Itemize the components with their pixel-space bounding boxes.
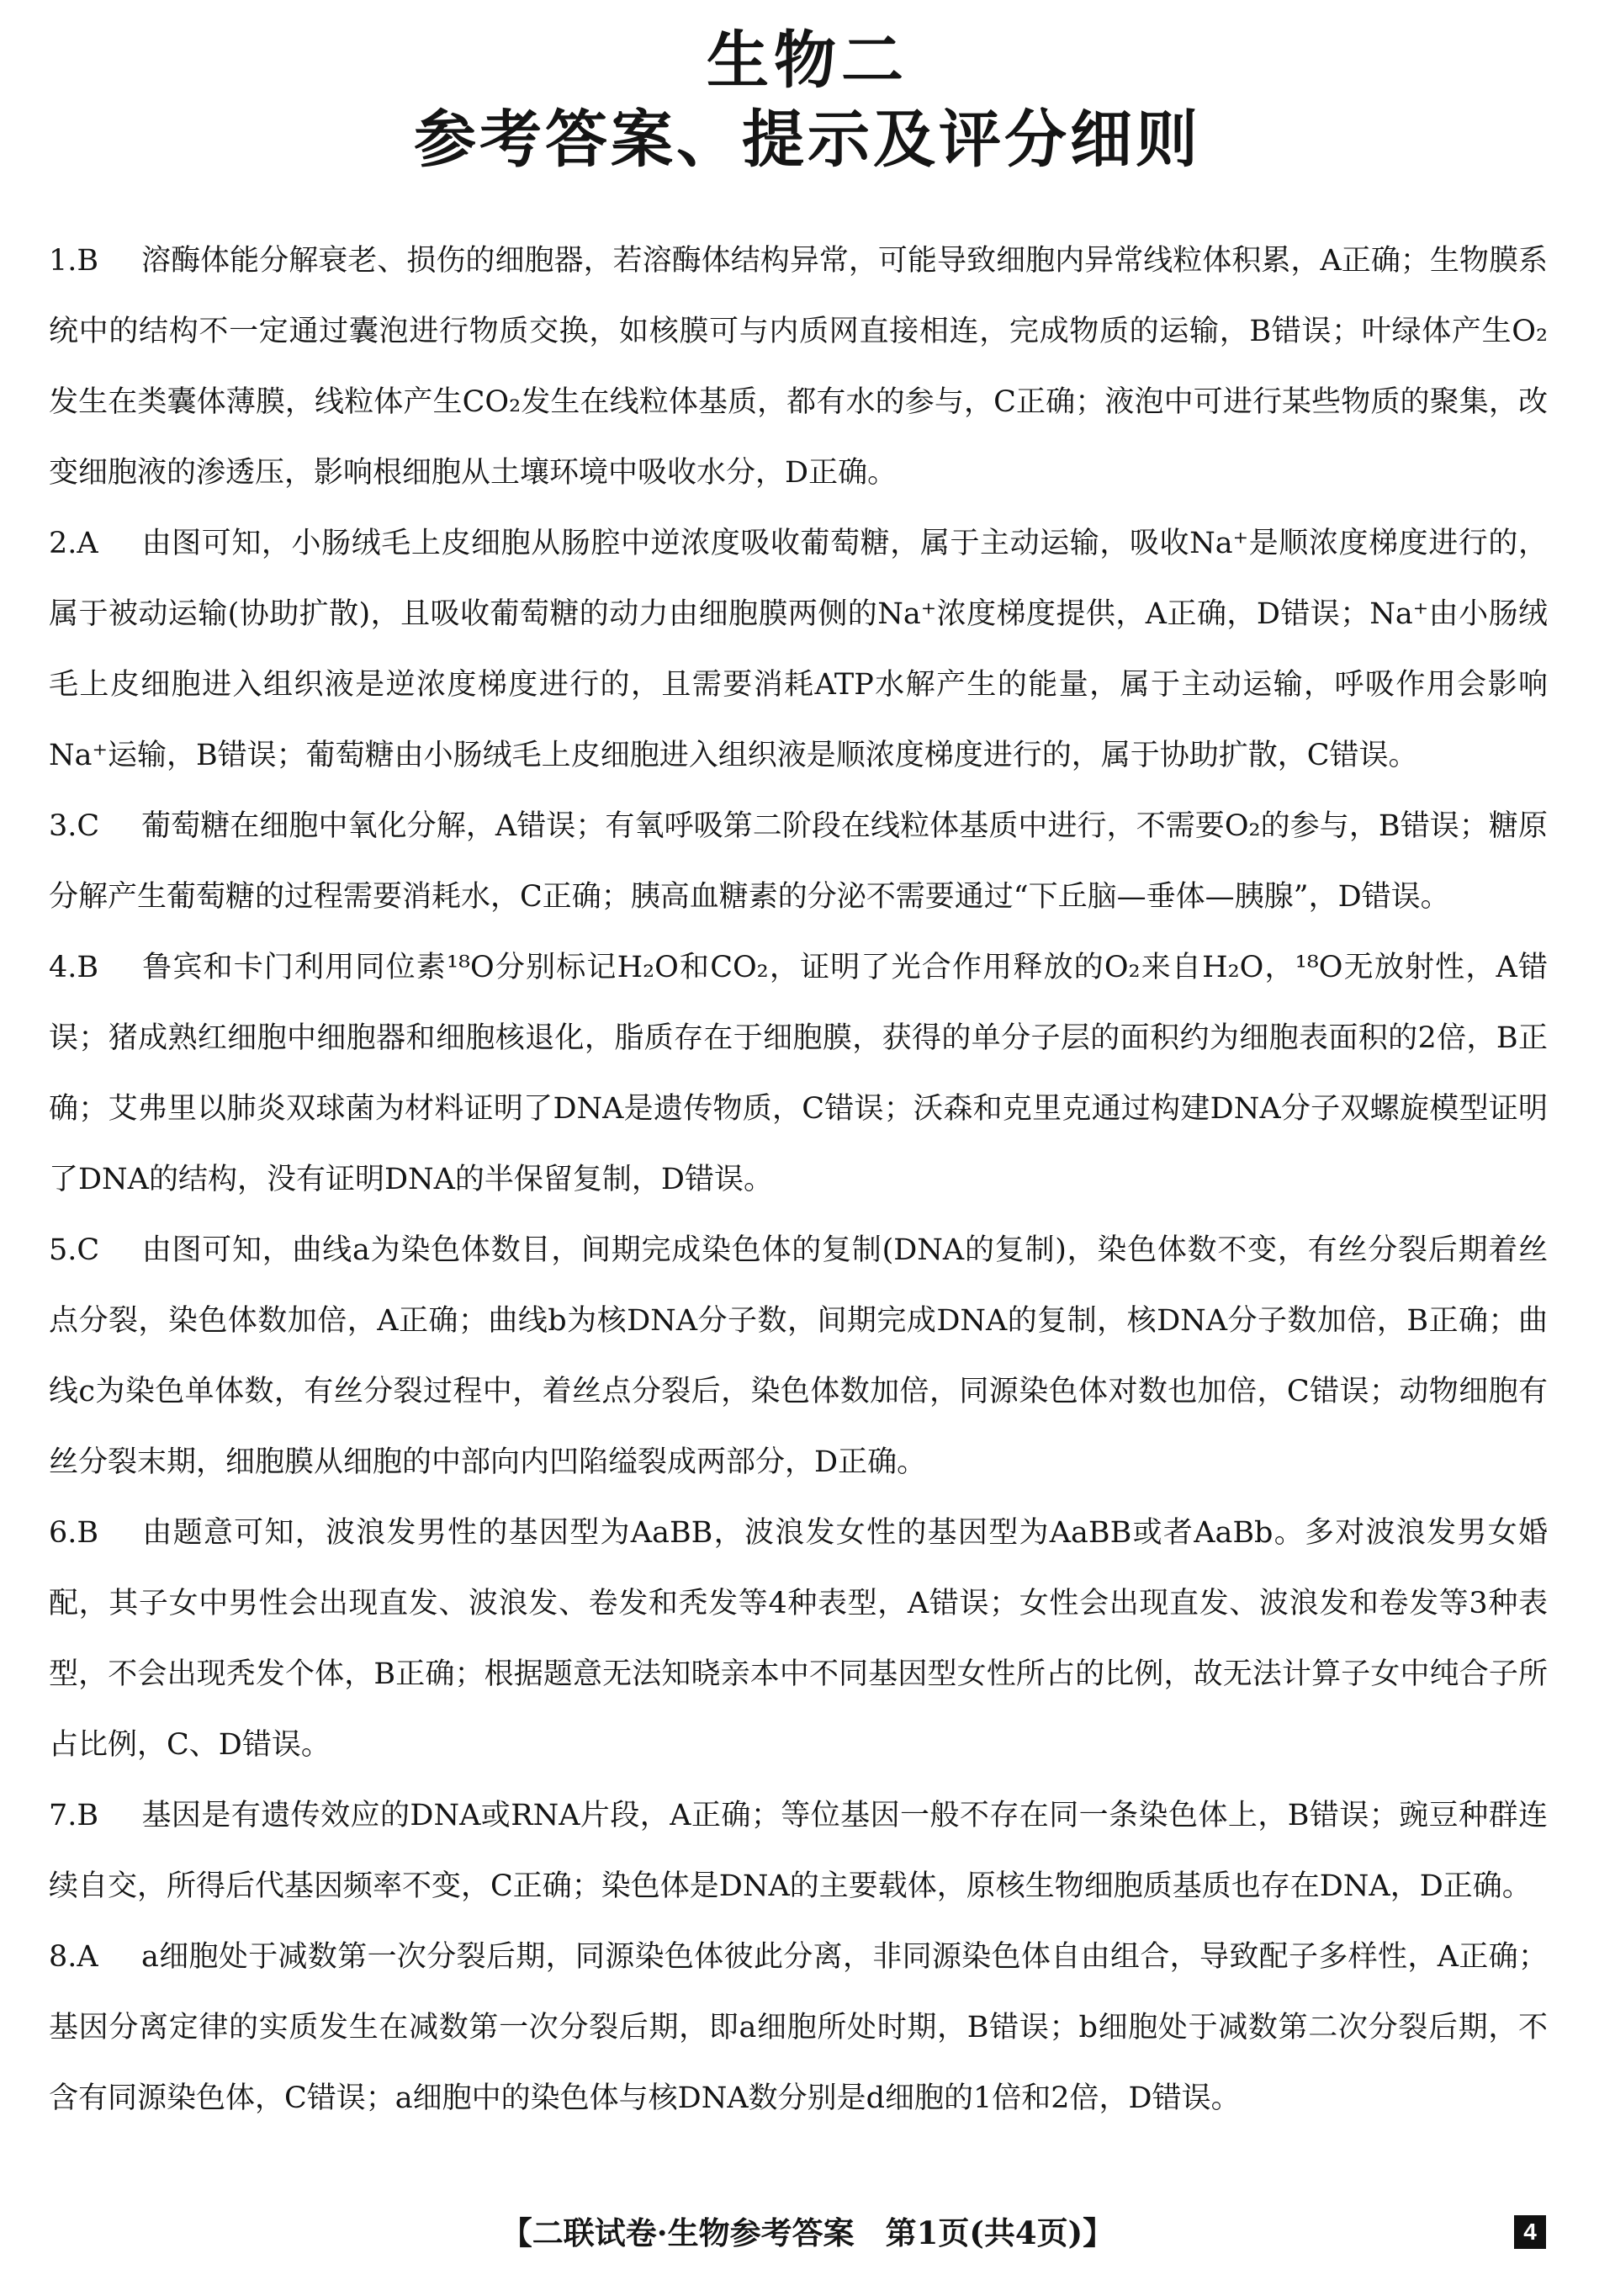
answer-text: 由题意可知，波浪发男性的基因型为AaBB，波浪发女性的基因型为AaBB或者AaBb。多对波浪发男女婚配，其子女中男性会出现直发、波浪发、卷发和秃发等4种表型，A错误；女性会出现直发、波浪发和卷发等3种表型，不会出现秃发个体，B正确；根据题意无法知晓亲本中不同基因型女性所占的比例，故无法计算子女中纯合子所占比例，C、D错误。 (49, 1516, 1548, 1762)
answer-list (49, 225, 1548, 2134)
answer-text: 葡萄糖在细胞中氧化分解，A错误；有氧呼吸第二阶段在线粒体基质中进行，不需要O₂的参与，B错误；糖原分解产生葡萄糖的过程需要消耗水，C正确；胰高血糖素的分泌不需要通过“下丘脑—垂体—胰腺”，D错误。 (49, 809, 1548, 914)
answer-number: 3.C (49, 809, 100, 843)
answer-text: 基因是有遗传效应的DNA或RNA片段，A正确；等位基因一般不存在同一条染色体上，B错误；豌豆种群连续自交，所得后代基因频率不变，C正确；染色体是DNA的主要载体，原核生物细胞质基质也存在DNA，D正确。 (49, 1799, 1548, 1903)
answer-number: 5.C (49, 1233, 100, 1267)
answer-number: 1.B (49, 244, 99, 278)
answer-text: a细胞处于减数第一次分裂后期，同源染色体彼此分离，非同源染色体自由组合，导致配子多样性，A正确；基因分离定律的实质发生在减数第一次分裂后期，即a细胞所处时期，B错误；b细胞处于减数第二次分裂后期，不含有同源染色体，C错误；a细胞中的染色体与核DNA数分别是d细胞的1倍和2倍，D错误。 (49, 1940, 1548, 2115)
answer-text: 由图可知，曲线a为染色体数目，间期完成染色体的复制(DNA的复制)，染色体数不变，有丝分裂后期着丝点分裂，染色体数加倍，A正确；曲线b为核DNA分子数，间期完成DNA的复制，核DNA分子数加倍，B正确；曲线c为染色单体数，有丝分裂过程中，着丝点分裂后，染色体数加倍，同源染色体对数也加倍，C错误；动物细胞有丝分裂末期，细胞膜从细胞的中部向内凹陷缢裂成两部分，D正确。 (49, 1233, 1548, 1479)
page-number-badge: 4 (1514, 2215, 1546, 2249)
answer-text: 溶酶体能分解衰老、损伤的细胞器，若溶酶体结构异常，可能导致细胞内异常线粒体积累，A正确；生物膜系统中的结构不一定通过囊泡进行物质交换，如核膜可与内质网直接相连，完成物质的运输，B错误；叶绿体产生O₂发生在类囊体薄膜，线粒体产生CO₂发生在线粒体基质，都有水的参与，C正确；液泡中可进行某些物质的聚集，改变细胞液的渗透压，影响根细胞从土壤环境中吸收水分，D正确。 (49, 244, 1548, 490)
page-footer: 【二联试卷·生物参考答案 第1页(共4页)】 (500, 2214, 1115, 2251)
answer-item-7 (49, 1780, 1548, 1922)
page-title: 生物二 (707, 24, 908, 97)
page-subtitle: 参考答案、提示及评分细则 (414, 103, 1201, 176)
answer-number: 6.B (49, 1516, 99, 1550)
answer-item-4 (49, 932, 1548, 1215)
answer-number: 7.B (49, 1799, 99, 1832)
answer-item-3 (49, 791, 1548, 932)
answer-item-8 (49, 1922, 1548, 2134)
answer-number: 4.B (49, 951, 99, 984)
answer-item-2 (49, 508, 1548, 791)
answer-item-5 (49, 1215, 1548, 1498)
answer-text: 鲁宾和卡门利用同位素¹⁸O分别标记H₂O和CO₂，证明了光合作用释放的O₂来自H₂O，¹⁸O无放射性，A错误；猪成熟红细胞中细胞器和细胞核退化，脂质存在于细胞膜，获得的单分子层的面积约为细胞表面积的2倍，B正确；艾弗里以肺炎双球菌为材料证明了DNA是遗传物质，C错误；沃森和克里克通过构建DNA分子双螺旋模型证明了DNA的结构，没有证明DNA的半保留复制，D错误。 (49, 951, 1548, 1196)
answer-text: 由图可知，小肠绒毛上皮细胞从肠腔中逆浓度吸收葡萄糖，属于主动运输，吸收Na⁺是顺浓度梯度进行的，属于被动运输(协助扩散)，且吸收葡萄糖的动力由细胞膜两侧的Na⁺浓度梯度提供，A正确，D错误；Na⁺由小肠绒毛上皮细胞进入组织液是逆浓度梯度进行的，且需要消耗ATP水解产生的能量，属于主动运输，呼吸作用会影响Na⁺运输，B错误；葡萄糖由小肠绒毛上皮细胞进入组织液是顺浓度梯度进行的，属于协助扩散，C错误。 (49, 527, 1548, 772)
answer-number: 2.A (49, 527, 98, 560)
answer-item-1 (49, 225, 1548, 508)
answer-item-6 (49, 1498, 1548, 1780)
answer-number: 8.A (49, 1940, 98, 1974)
